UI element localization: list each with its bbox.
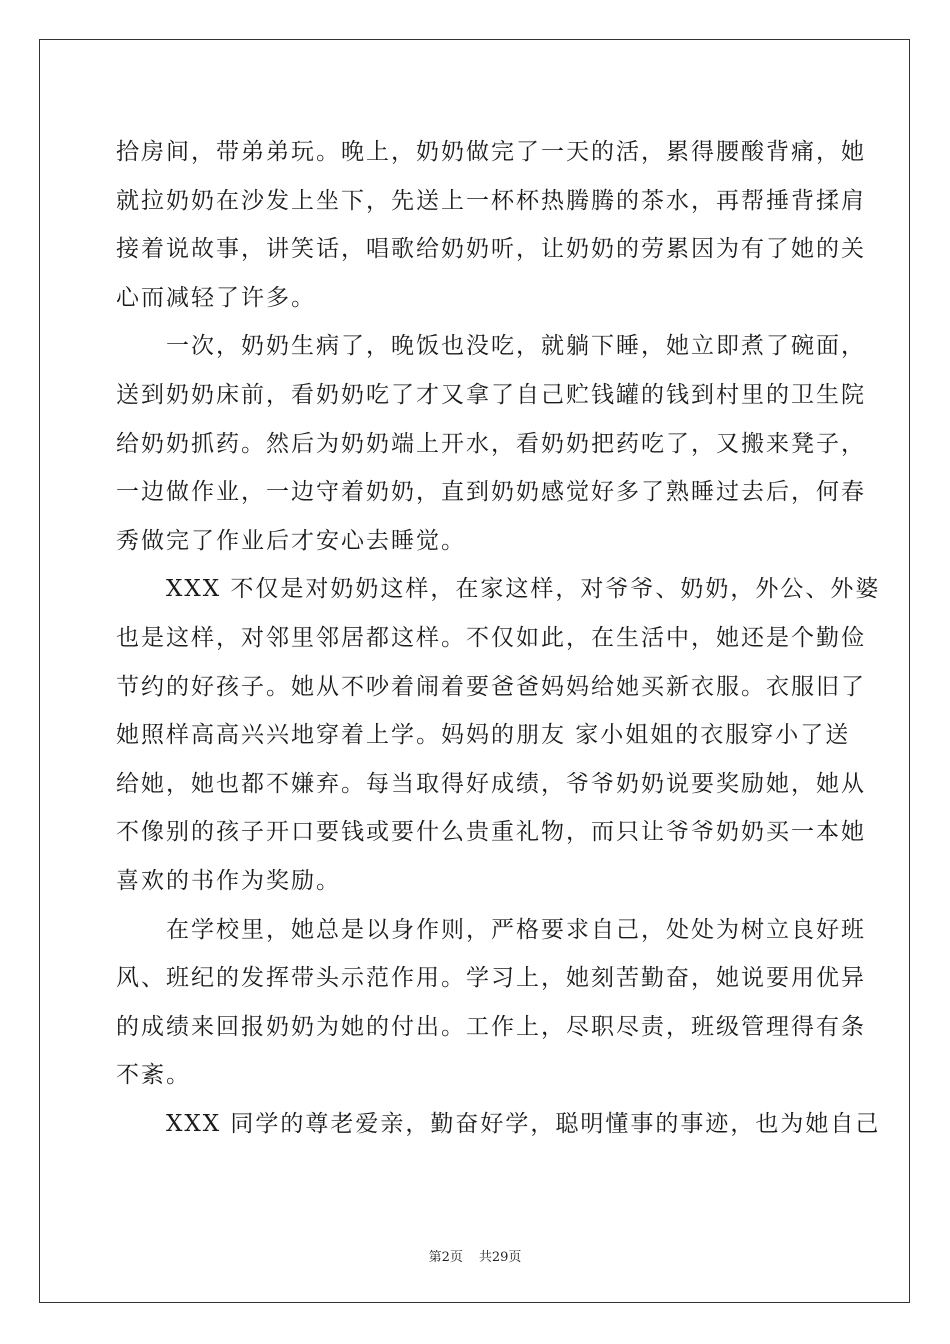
text-line: XXX 同学的尊老爱亲，勤奋好学，聪明懂事的事迹，也为她自己 bbox=[116, 1110, 881, 1137]
text-line: 风、班纪的发挥带头示范作用。学习上，她刻苦勤奋，她说要用优异 bbox=[116, 965, 866, 992]
text-line: 秀做完了作业后才安心去睡觉。 bbox=[116, 527, 466, 554]
text-line: 给她，她也都不嫌弃。每当取得好成绩，爷爷奶奶说要奖励她，她从 bbox=[116, 770, 866, 797]
text-line: 一次，奶奶生病了，晚饭也没吃，就躺下睡，她立即煮了碗面， bbox=[116, 333, 866, 360]
text-line: 就拉奶奶在沙发上坐下，先送上一杯杯热腾腾的茶水，再帮捶背揉肩 bbox=[116, 187, 866, 214]
text-line: 不紊。 bbox=[116, 1062, 191, 1089]
text-line: 喜欢的书作为奖励。 bbox=[116, 867, 341, 894]
text-line: 她照样高高兴兴地穿着上学。妈妈的朋友 家小姐姐的衣服穿小了送 bbox=[116, 722, 851, 749]
text-line: 节约的好孩子。她从不吵着闹着要爸爸妈妈给她买新衣服。衣服旧了 bbox=[116, 673, 866, 700]
page-footer bbox=[0, 1246, 950, 1265]
page-total: 共29页 bbox=[478, 1250, 522, 1265]
text-line: 也是这样，对邻里邻居都这样。不仅如此，在生活中，她还是个勤俭 bbox=[116, 624, 866, 651]
text-line: 不像别的孩子开口要钱或要什么贵重礼物，而只让爷爷奶奶买一本她 bbox=[116, 819, 866, 846]
page-number: 第2页 bbox=[428, 1250, 463, 1265]
text-line: 的成绩来回报奶奶为她的付出。工作上，尽职尽责，班级管理得有条 bbox=[116, 1013, 866, 1040]
text-line: 心而减轻了许多。 bbox=[116, 284, 316, 311]
text-line: 拾房间，带弟弟玩。晚上，奶奶做完了一天的活，累得腰酸背痛，她 bbox=[116, 139, 866, 165]
document-body bbox=[116, 128, 881, 1148]
text-line: 在学校里，她总是以身作则，严格要求自己，处处为树立良好班 bbox=[116, 916, 866, 943]
text-line: 接着说故事，讲笑话，唱歌给奶奶听，让奶奶的劳累因为有了她的关 bbox=[116, 236, 866, 263]
text-line: 给奶奶抓药。然后为奶奶端上开水，看奶奶把药吃了，又搬来凳子， bbox=[116, 430, 866, 457]
text-line: 一边做作业，一边守着奶奶，直到奶奶感觉好多了熟睡过去后，何春 bbox=[116, 479, 866, 506]
text-line: XXX 不仅是对奶奶这样，在家这样，对爷爷、奶奶，外公、外婆 bbox=[116, 576, 881, 603]
text-line: 送到奶奶床前，看奶奶吃了才又拿了自己贮钱罐的钱到村里的卫生院 bbox=[116, 381, 866, 408]
